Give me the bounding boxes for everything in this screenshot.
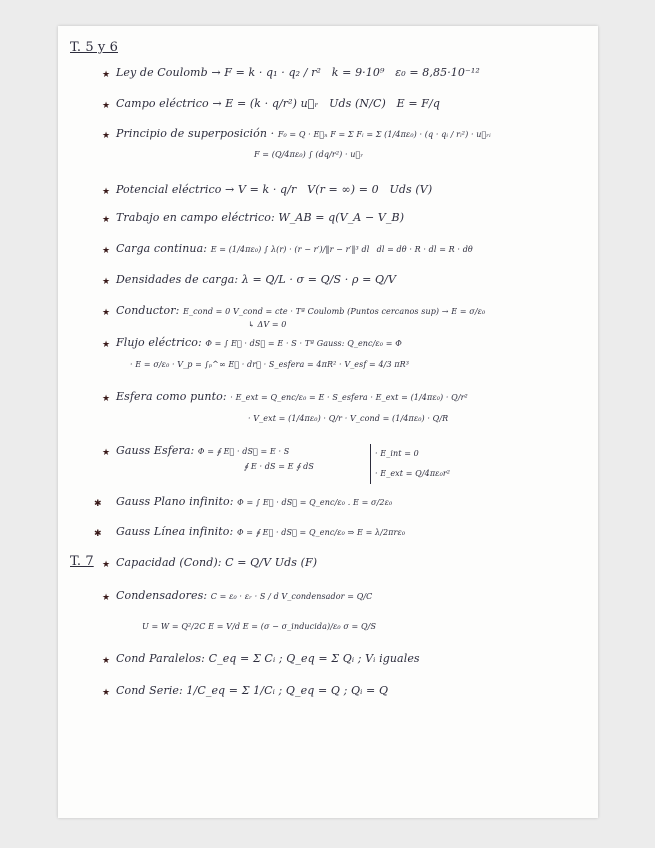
- superposition-item: Principio de superposición · F₀ = Q · E⃗ₙ F = Σ Fᵢ = Σ (1/4πε₀) · (q · qᵢ / rᵢ²) · u⃗ᵣᵢ: [116, 127, 491, 140]
- conductor-label: Conductor:: [116, 304, 180, 317]
- gauss-sphere-exterior: · E_ext = Q/4πε₀r²: [375, 469, 451, 478]
- bullet-icon: ★: [102, 656, 111, 666]
- potential-label: Potencial eléctrico: [116, 183, 222, 196]
- coulomb-law-item: Ley de Coulomb → F = k · q₁ · q₂ / r² k = 9·10⁹ ε₀ = 8,85·10⁻¹²: [116, 66, 480, 79]
- coulomb-formula: F = k · q₁ · q₂ / r²: [224, 66, 321, 79]
- gauss-plane-label: Gauss Plano infinito:: [116, 495, 234, 508]
- continuous-charge-dl: dl = dθ · R · dl = R · dθ: [376, 245, 473, 254]
- gauss-sphere-label: Gauss Esfera:: [116, 444, 195, 457]
- parallel-capacitors-item: [116, 652, 420, 665]
- superposition-formula: F₀ = Q · E⃗ₙ F = Σ Fᵢ = Σ (1/4πε₀) · (q · qᵢ / rᵢ²) · u⃗ᵣᵢ: [277, 130, 491, 139]
- capacity-formula: C = Q/V Uds (F): [225, 556, 318, 569]
- vacuum-permittivity: ε₀ = 8,85·10⁻¹²: [395, 66, 480, 79]
- bullet-icon: ★: [102, 688, 111, 698]
- gauss-sphere-formula: Φ = ∮ E⃗ · dS⃗ = E · S: [197, 447, 290, 456]
- gauss-plane-item: [116, 495, 392, 508]
- superposition-label: Principio de superposición: [116, 127, 268, 140]
- capacity-label: Capacidad (Cond):: [116, 556, 222, 569]
- conductor-item: [116, 304, 485, 317]
- sphere-point-item: [116, 390, 468, 403]
- sphere-point-label: Esfera como punto:: [116, 390, 227, 403]
- potential-infinity: V(r = ∞) = 0: [307, 183, 379, 196]
- bullet-icon: ✱: [94, 499, 102, 509]
- section-title-t5-t6: T. 5 y 6: [70, 40, 118, 55]
- density-label: Densidades de carga:: [116, 273, 239, 286]
- coulomb-label: Ley de Coulomb: [116, 66, 208, 79]
- work-formula: W_AB = q(V_A − V_B): [278, 211, 405, 224]
- gauss-plane-formula: Φ = ∫ E⃗ · dS⃗ = Q_enc/ε₀ . E = σ/2ε₀: [237, 498, 393, 507]
- work-item: [116, 211, 404, 224]
- superposition-integral: F = (Q/4πε₀) ∫ (dq/r²) · u⃗ᵣ: [254, 150, 364, 159]
- flux-label: Flujo eléctrico:: [116, 336, 202, 349]
- gauss-sphere-item: [116, 444, 289, 457]
- flux-line2: · E = σ/ε₀ · V_p = ∫ₚ^∞ E⃗ · dr⃗ · S_esfera = 4πR² · V_esf = 4/3 πR³: [130, 360, 410, 369]
- bullet-icon: ★: [102, 70, 111, 80]
- potential-item: Potencial eléctrico → V = k · q/r V(r = ∞) = 0 Uds (V): [116, 183, 433, 196]
- bullet-icon: ✱: [94, 529, 102, 539]
- charge-density-item: [116, 273, 396, 286]
- field-alt-formula: E = F/q: [396, 97, 440, 110]
- work-label: Trabajo en campo eléctrico:: [116, 211, 275, 224]
- parallel-formula: C_eq = Σ Cᵢ ; Q_eq = Σ Qᵢ ; Vᵢ iguales: [208, 652, 420, 665]
- field-label: Campo eléctrico: [116, 97, 209, 110]
- bullet-icon: ★: [102, 215, 111, 225]
- field-formula: E = (k · q/r²) u⃗ᵣ: [225, 97, 319, 110]
- gauss-line-formula: Φ = ∮ E⃗ · dS⃗ = Q_enc/ε₀ ⇒ E = λ/2πrε₀: [236, 528, 406, 537]
- sphere-point-formula: · E_ext = Q_enc/ε₀ = E · S_esfera · E_ext = (1/4πε₀) · Q/r²: [230, 393, 468, 402]
- gauss-sphere-interior: · E_int = 0: [375, 449, 419, 458]
- bullet-icon: ★: [102, 131, 111, 141]
- bullet-icon: ★: [102, 187, 111, 197]
- notes-page: [58, 26, 598, 818]
- bullet-icon: ★: [102, 101, 111, 111]
- gauss-line-item: [116, 525, 405, 538]
- series-label: Cond Serie:: [116, 684, 183, 697]
- gauss-sphere-line2: ∮ E · dS = E ∮ dS: [244, 462, 314, 471]
- field-units: Uds (N/C): [329, 97, 386, 110]
- potential-formula: V = k · q/r: [237, 183, 297, 196]
- series-formula: 1/C_eq = Σ 1/Cᵢ ; Q_eq = Q ; Qᵢ = Q: [186, 684, 389, 697]
- bullet-icon: ★: [102, 277, 111, 287]
- capacitors-item: [116, 589, 372, 602]
- capacitors-label: Condensadores:: [116, 589, 208, 602]
- continuous-charge-label: Carga continua:: [116, 242, 208, 255]
- bullet-icon: ★: [102, 593, 111, 603]
- sphere-point-line2: · V_ext = (1/4πε₀) · Q/r · V_cond = (1/4πε₀) · Q/R: [248, 414, 449, 423]
- continuous-charge-formula: E = (1/4πε₀) ∫ λ(r) · (r − r′)/‖r − r′‖³ dl: [210, 245, 370, 254]
- section-title-t7: T. 7: [70, 554, 94, 569]
- bullet-icon: ★: [102, 308, 111, 318]
- conductor-sub: ↳ ΔV = 0: [248, 320, 287, 329]
- potential-units: Uds (V): [389, 183, 433, 196]
- flux-item: [116, 336, 402, 349]
- bullet-icon: ★: [102, 560, 111, 570]
- conductor-formula: E_cond = 0 V_cond = cte · Tª Coulomb (Puntos cercanos sup) → E = σ/ε₀: [183, 307, 486, 316]
- density-formulas: λ = Q/L · σ = Q/S · ρ = Q/V: [241, 273, 397, 286]
- bullet-icon: ★: [102, 340, 111, 350]
- bullet-icon: ★: [102, 448, 111, 458]
- electric-field-item: Campo eléctrico → E = (k · q/r²) u⃗ᵣ Uds (N/C) E = F/q: [116, 97, 440, 110]
- capacitors-formula: C = ε₀ · εᵣ · S / d V_condensador = Q/C: [210, 592, 373, 601]
- continuous-charge-item: [116, 242, 473, 255]
- capacity-item: [116, 556, 317, 569]
- capacitors-energy: U = W = Q²/2C E = V/d E = (σ − σ_inducida)/ε₀ σ = Q/S: [142, 622, 377, 631]
- bullet-icon: ★: [102, 246, 111, 256]
- parallel-label: Cond Paralelos:: [116, 652, 205, 665]
- flux-formula: Φ = ∫ E⃗ · dS⃗ = E · S · Tª Gauss: Q_enc/ε₀ = Φ: [205, 339, 402, 348]
- gauss-line-label: Gauss Línea infinito:: [116, 525, 234, 538]
- series-capacitors-item: [116, 684, 388, 697]
- gauss-sphere-cases: [370, 444, 450, 484]
- bullet-icon: ★: [102, 394, 111, 404]
- coulomb-constant: k = 9·10⁹: [331, 66, 385, 79]
